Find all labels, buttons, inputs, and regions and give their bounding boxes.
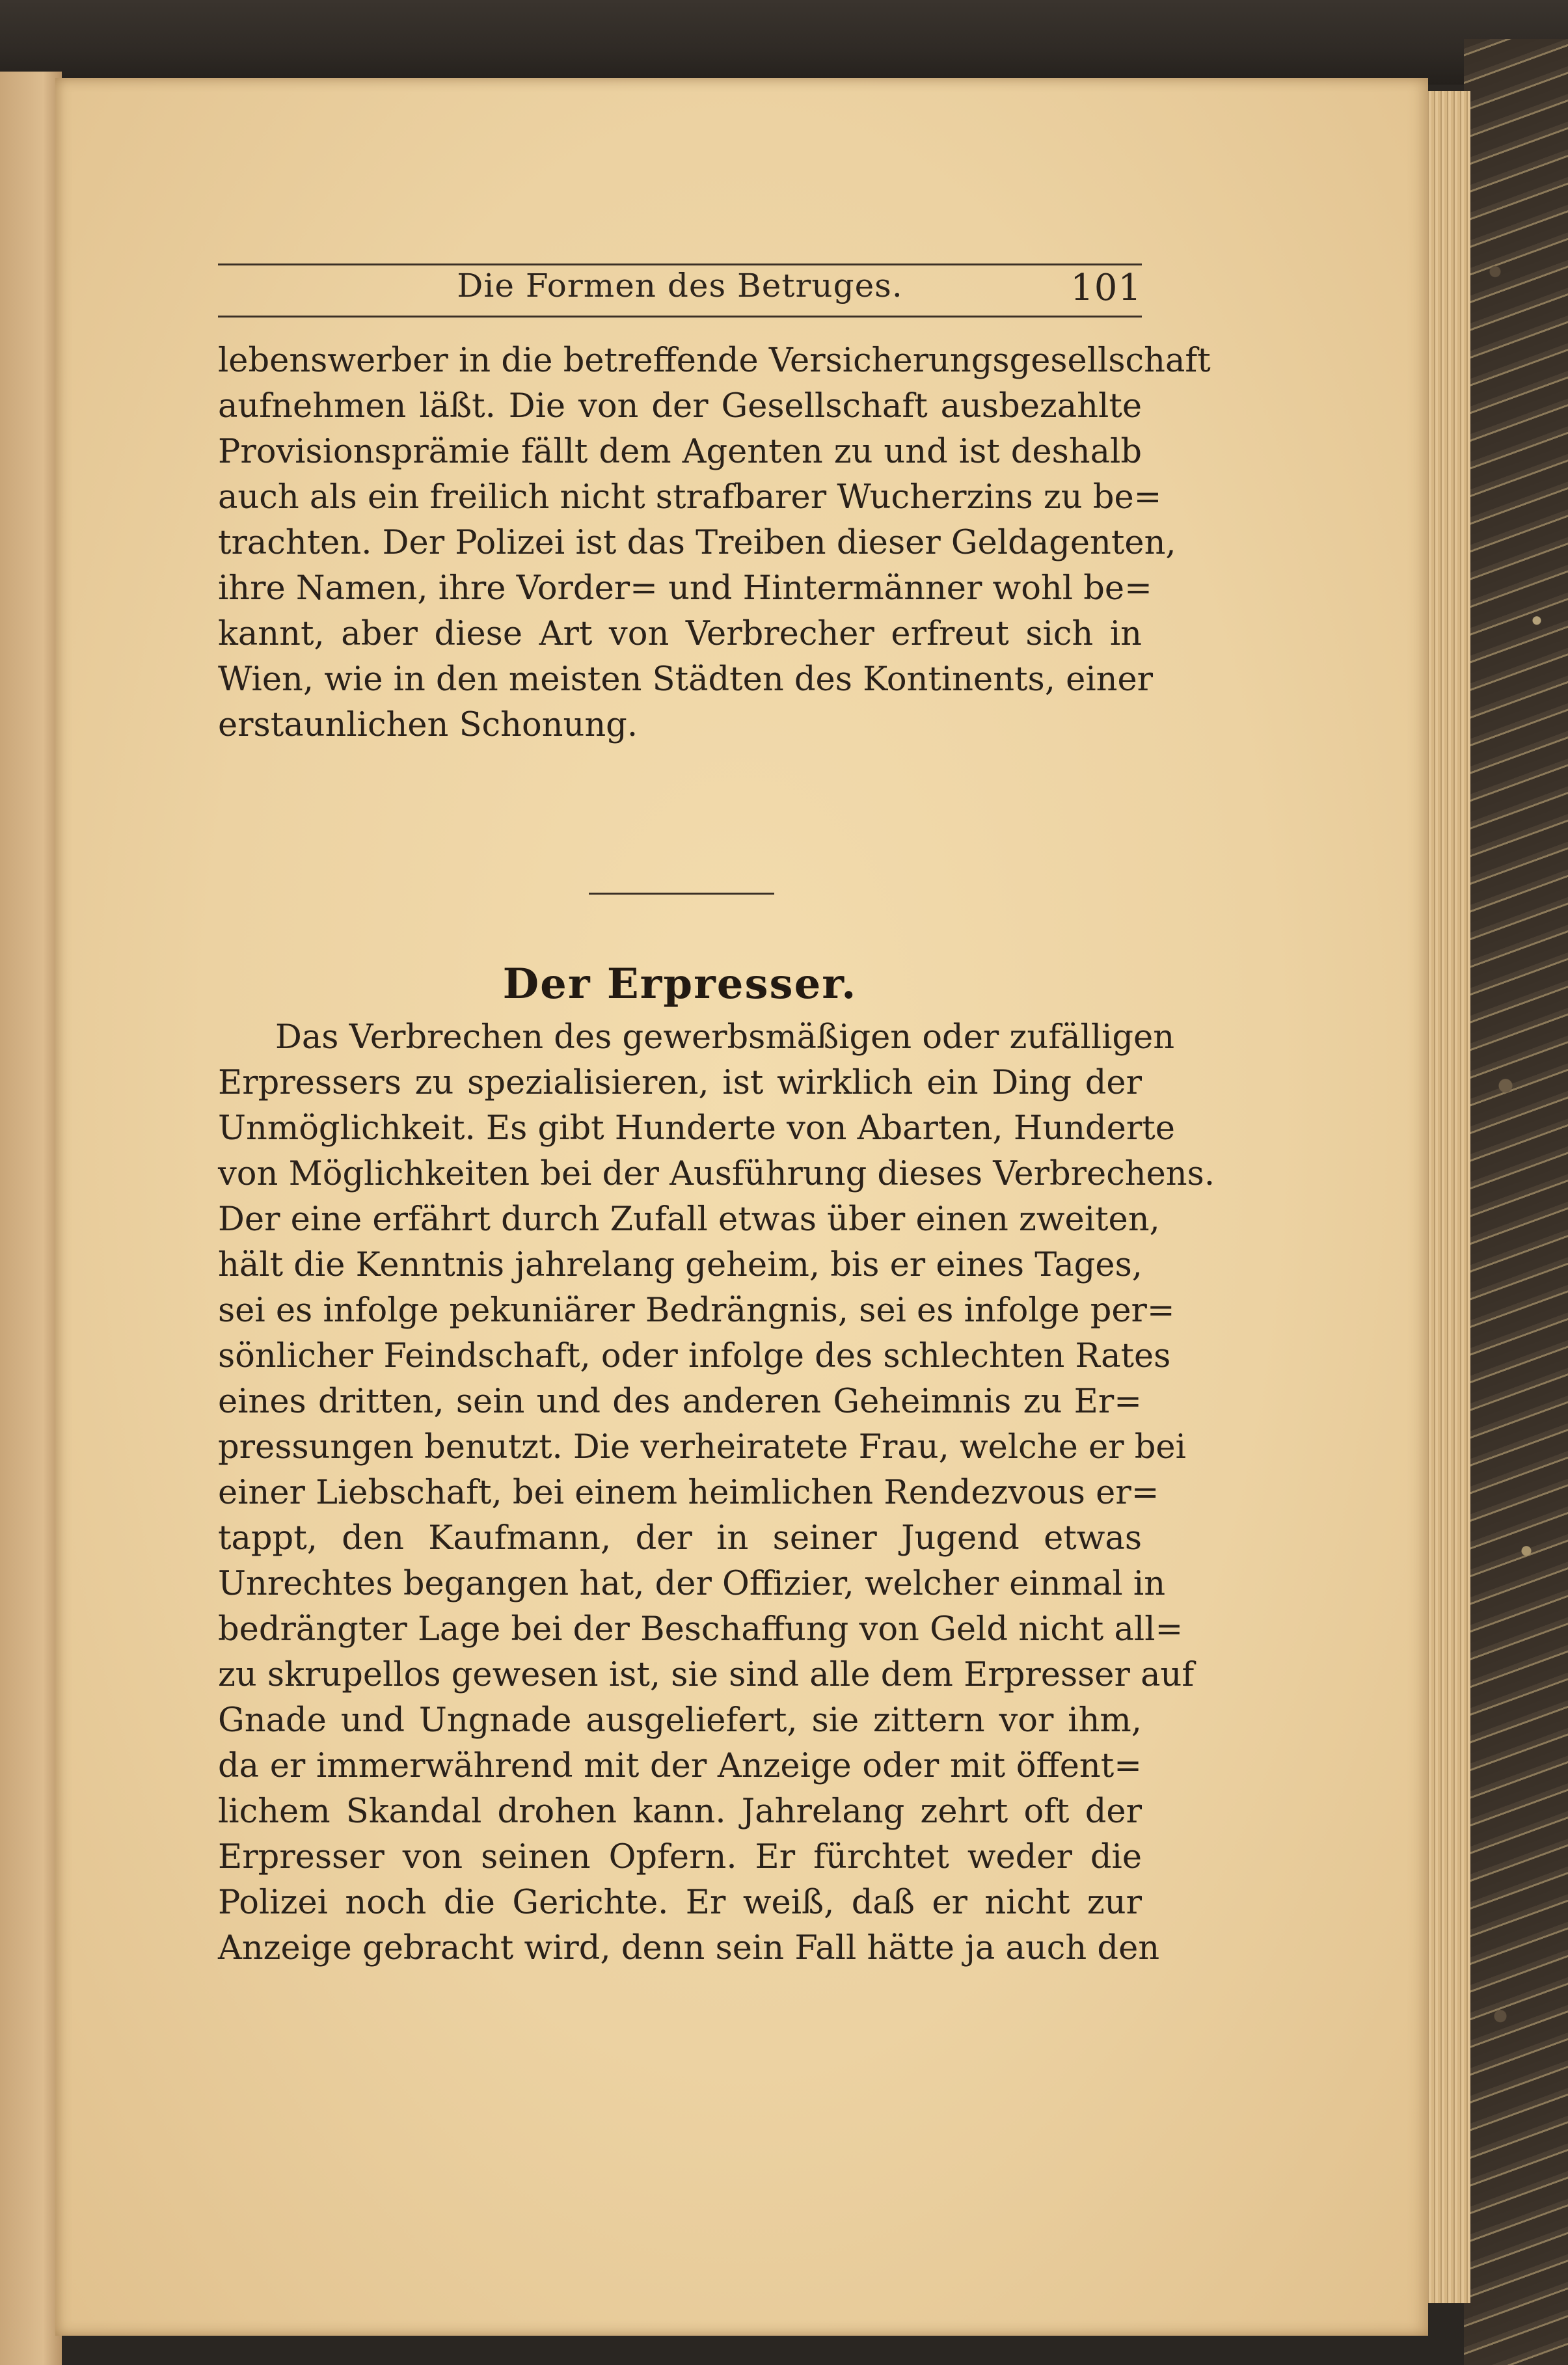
text-line: zu skrupellos gewesen ist, sie sind alle dem Erpresser auf [218, 1656, 1195, 1694]
text-line: trachten. Der Polizei ist das Treiben dieser Geldagenten, [218, 524, 1176, 562]
page-number: 101 [1070, 267, 1142, 309]
text-line: Unrechtes begangen hat, der Offizier, welcher einmal in [218, 1565, 1166, 1603]
text-line: Provisionsprämie fällt dem Agenten zu und ist deshalb [218, 433, 1142, 471]
header-bottom-rule [218, 316, 1142, 318]
text-line: da er immerwährend mit der Anzeige oder mit öffent= [218, 1747, 1142, 1785]
text-line: auch als ein freilich nicht strafbarer Wucherzins zu be= [218, 478, 1162, 517]
text-line: Erpresser von seinen Opfern. Er fürchtet weder die [218, 1838, 1142, 1876]
text-line: sei es infolge pekuniärer Bedrängnis, sei es infolge per= [218, 1291, 1175, 1330]
header-top-rule [218, 264, 1142, 265]
text-line: hält die Kenntnis jahrelang geheim, bis er eines Tages, [218, 1246, 1142, 1284]
text-line: Der eine erfährt durch Zufall etwas über einen zweiten, [218, 1200, 1160, 1239]
paragraph-erpresser [218, 1015, 1215, 1971]
running-title: Die Formen des Betruges. [457, 267, 903, 304]
text-line: Polizei noch die Gerichte. Er weiß, daß er nicht zur [218, 1884, 1142, 1922]
text-line: erstaunlichen Schonung. [218, 706, 638, 744]
running-header [218, 267, 1142, 309]
section-heading: Der Erpresser. [502, 960, 858, 1008]
text-line: Wien, wie in den meisten Städten des Kontinents, einer [218, 660, 1154, 699]
section-divider [589, 893, 774, 895]
facing-page-edge [0, 72, 62, 2365]
text-line: kannt, aber diese Art von Verbrecher erfreut sich in [218, 615, 1142, 653]
text-line: ihre Namen, ihre Vorder= und Hintermänner wohl be= [218, 569, 1152, 608]
text-line: von Möglichkeiten bei der Ausführung dieses Verbrechens. [218, 1155, 1215, 1193]
text-line: Das Verbrechen des gewerbsmäßigen oder zufälligen [275, 1018, 1175, 1057]
text-line: aufnehmen läßt. Die von der Gesellschaft ausbezahlte [218, 387, 1142, 426]
text-line: Unmöglichkeit. Es gibt Hunderte von Abarten, Hunderte [218, 1109, 1175, 1148]
text-line: lebenswerber in die betreffende Versicherungsgesellschaft [218, 342, 1211, 380]
marbled-cover-board [1464, 39, 1568, 2365]
text-line: lichem Skandal drohen kann. Jahrelang zehrt oft der [218, 1792, 1142, 1831]
text-line: bedrängter Lage bei der Beschaffung von Geld nicht all= [218, 1610, 1183, 1649]
text-line: pressungen benutzt. Die verheiratete Frau, welche er bei [218, 1428, 1186, 1466]
text-line: Gnade und Ungnade ausgeliefert, sie zittern vor ihm, [218, 1701, 1142, 1740]
book-cover-top [0, 0, 1568, 85]
text-line: sönlicher Feindschaft, oder infolge des schlechten Rates [218, 1337, 1171, 1375]
text-line: Anzeige gebracht wird, denn sein Fall hätte ja auch den [218, 1929, 1160, 1967]
text-line: eines dritten, sein und des anderen Geheimnis zu Er= [218, 1383, 1142, 1421]
text-line: Erpressers zu spezialisieren, ist wirklich ein Ding der [218, 1064, 1142, 1102]
text-line: einer Liebschaft, bei einem heimlichen Rendezvous er= [218, 1474, 1159, 1512]
book-page [55, 78, 1428, 2336]
text-line: tappt, den Kaufmann, der in seiner Jugend etwas [218, 1519, 1142, 1558]
paragraph-continued [218, 338, 1211, 748]
